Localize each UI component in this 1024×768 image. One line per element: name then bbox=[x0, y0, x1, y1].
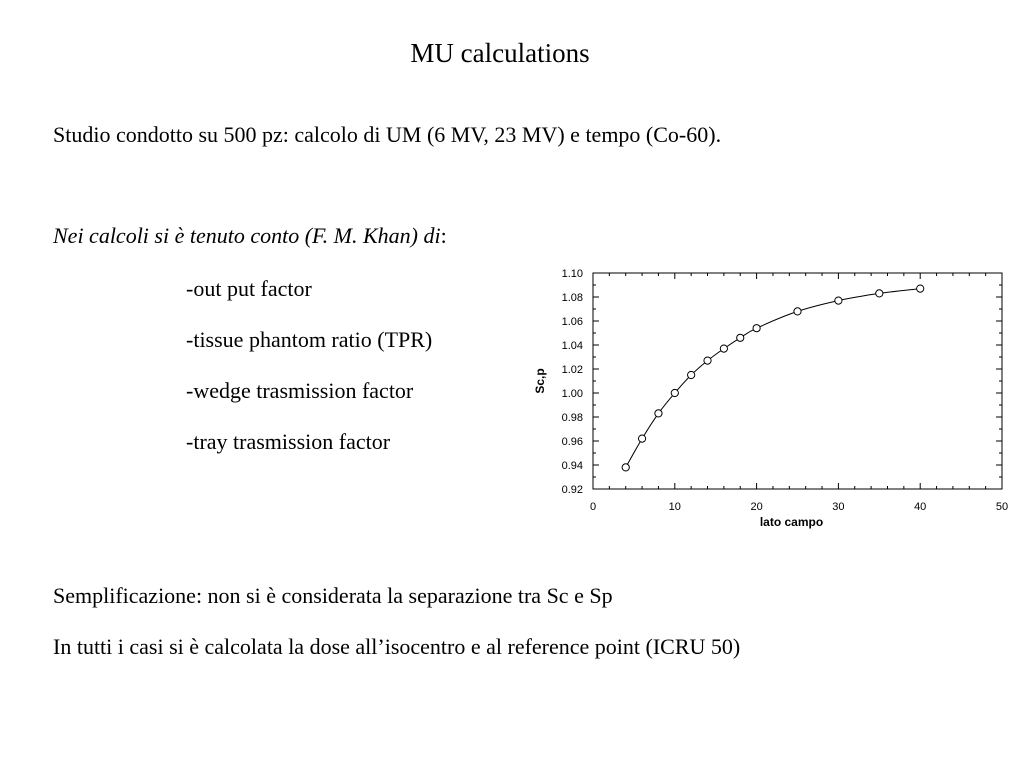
data-point bbox=[655, 410, 662, 417]
data-point bbox=[917, 285, 924, 292]
x-tick-label: 30 bbox=[832, 501, 845, 513]
factor-item-tray: -tray trasmission factor bbox=[186, 429, 391, 454]
x-tick-label: 50 bbox=[995, 501, 1009, 513]
data-point bbox=[720, 345, 727, 352]
data-point bbox=[835, 297, 842, 304]
x-tick-label: 10 bbox=[668, 501, 681, 513]
y-tick-label: 1.06 bbox=[561, 316, 583, 328]
considered-factors-intro bbox=[53, 222, 447, 250]
data-point bbox=[876, 290, 883, 297]
data-point bbox=[622, 464, 629, 471]
page-title: MU calculations bbox=[410, 38, 590, 68]
output-factor-chart bbox=[528, 262, 1018, 540]
y-axis-label: Sc,p bbox=[533, 368, 547, 394]
data-point bbox=[737, 334, 744, 341]
plot-frame bbox=[593, 273, 1002, 489]
considered-factors-text: Nei calcoli si è tenuto conto (F. M. Khan) di bbox=[53, 223, 441, 248]
factor-item-tpr: -tissue phantom ratio (TPR) bbox=[186, 327, 433, 352]
data-point bbox=[704, 357, 711, 364]
simplification-note: Semplificazione: non si è considerata la separazione tra Sc e Sp bbox=[53, 583, 613, 608]
y-tick-label: 0.94 bbox=[561, 460, 583, 472]
x-tick-label: 0 bbox=[589, 501, 597, 513]
factor-item-output: -out put factor bbox=[186, 276, 312, 301]
y-tick-label: 1.08 bbox=[561, 292, 583, 304]
data-point bbox=[753, 325, 760, 332]
chart-plot-layer bbox=[533, 268, 1008, 529]
data-point bbox=[688, 371, 695, 378]
y-tick-label: 0.98 bbox=[561, 412, 583, 424]
x-axis-label: lato campo bbox=[759, 515, 824, 529]
data-point bbox=[671, 389, 678, 396]
x-tick-label: 40 bbox=[914, 501, 927, 513]
fit-line bbox=[626, 289, 920, 468]
study-description: Studio condotto su 500 pz: calcolo di UM (6 MV, 23 MV) e tempo (Co-60). bbox=[53, 122, 722, 147]
factor-item-wedge: -wedge trasmission factor bbox=[186, 378, 414, 403]
y-tick-label: 1.02 bbox=[561, 364, 583, 376]
y-tick-label: 1.04 bbox=[561, 340, 583, 352]
x-tick-label: 20 bbox=[750, 501, 763, 513]
y-tick-label: 0.92 bbox=[561, 484, 583, 496]
y-tick-label: 1.00 bbox=[561, 388, 583, 400]
y-tick-label: 1.10 bbox=[561, 268, 583, 280]
data-point bbox=[638, 435, 645, 442]
considered-factors-colon: : bbox=[440, 223, 447, 248]
y-tick-label: 0.96 bbox=[561, 436, 583, 448]
isocenter-note: In tutti i casi si è calcolata la dose all’isocentro e al reference point (ICRU 50) bbox=[53, 634, 741, 659]
data-point bbox=[794, 308, 801, 315]
